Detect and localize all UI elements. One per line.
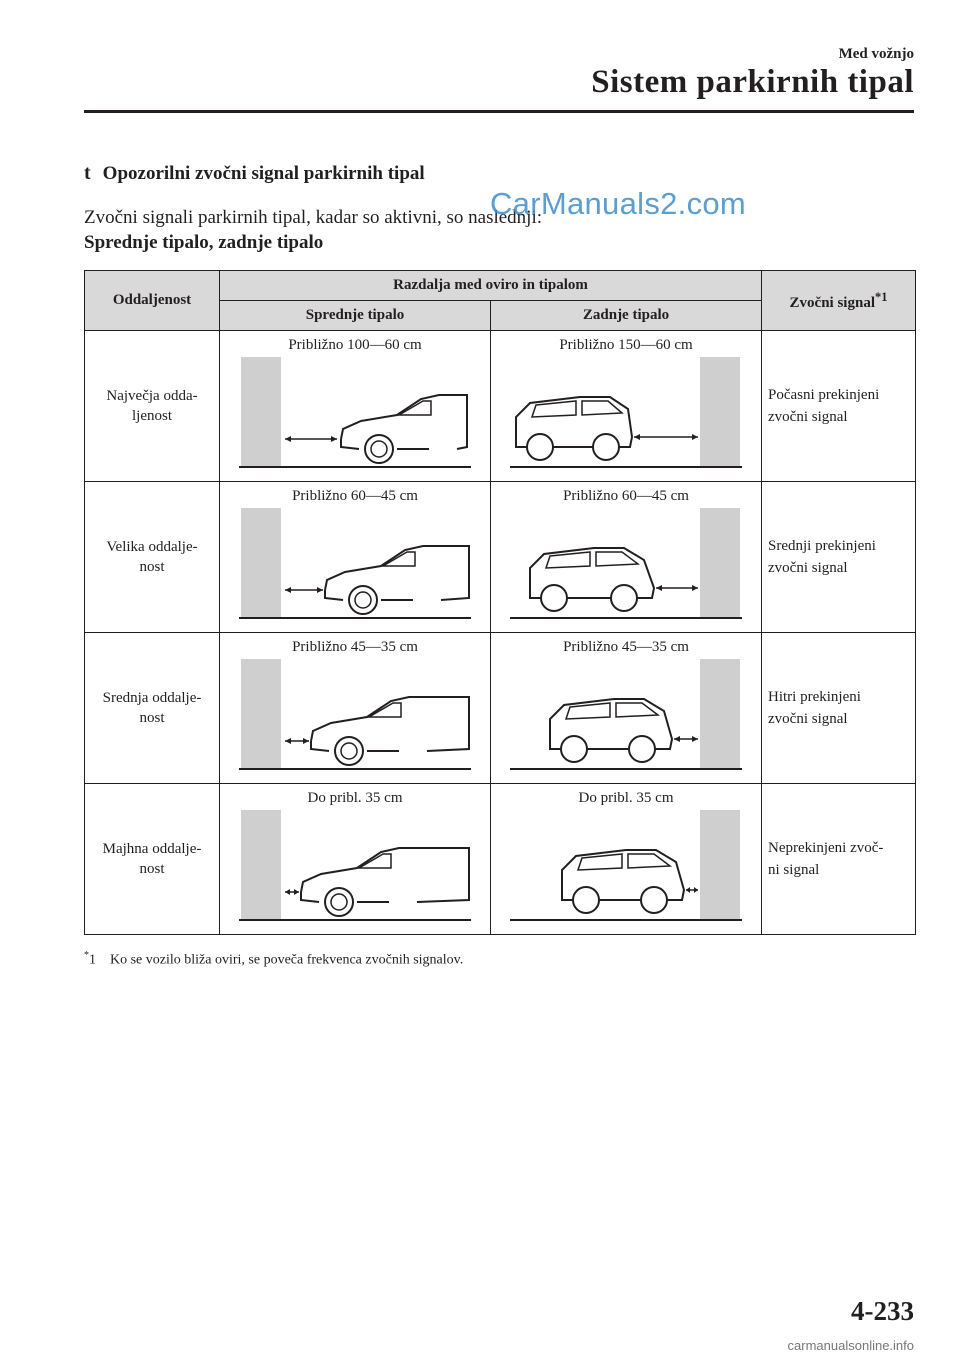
rear-car-illustration [510, 357, 742, 469]
header-rule [84, 110, 914, 113]
front-figure-cell [220, 331, 491, 482]
rear-figure-cell [491, 482, 762, 633]
distance-cell [85, 784, 220, 935]
rear-range: Približno 150—60 cm [559, 337, 693, 353]
signal-line-1: Neprekinjeni zvoč- [768, 840, 884, 856]
distance-line-1: Največja odda- [106, 388, 198, 404]
header-distance: Oddaljenost [85, 271, 220, 331]
signal-line-2: zvočni signal [768, 409, 848, 425]
rear-range: Približno 45—35 cm [563, 639, 689, 655]
rear-car-illustration [510, 810, 742, 922]
distance-cell [85, 331, 220, 482]
rear-range: Približno 60—45 cm [563, 488, 689, 504]
signal-cell [762, 482, 916, 633]
signal-line-2: ni signal [768, 862, 820, 878]
front-car-illustration [239, 659, 471, 771]
distance-line-2: nost [139, 710, 165, 726]
front-range: Približno 60—45 cm [292, 488, 418, 504]
signal-cell [762, 784, 916, 935]
distance-line-2: ljenost [132, 408, 172, 424]
front-figure-cell [220, 784, 491, 935]
footnote-text: Ko se vozilo bliža oviri, se poveča frekvenca zvočnih signalov. [110, 952, 464, 968]
watermark: CarManuals2.com [490, 186, 747, 221]
subheading: Sprednje tipalo, zadnje tipalo [84, 232, 324, 253]
header-section-label: Med vožnjo [838, 46, 914, 62]
table-row [85, 331, 916, 482]
table-row [85, 633, 916, 784]
footnote-ref: *1 [874, 289, 888, 304]
table-row [85, 482, 916, 633]
footer-site-link[interactable]: carmanualsonline.info [787, 1338, 914, 1353]
signal-cell [762, 633, 916, 784]
signal-line-2: zvočni signal [768, 560, 848, 576]
front-car-illustration [239, 508, 471, 620]
front-figure-cell [220, 633, 491, 784]
signal-line-1: Hitri prekinjeni [768, 689, 861, 705]
bullet-icon: t [84, 162, 91, 184]
rear-car-illustration [510, 659, 742, 771]
distance-cell [85, 482, 220, 633]
front-range: Približno 100—60 cm [288, 337, 422, 353]
signal-line-2: zvočni signal [768, 711, 848, 727]
parking-sensor-table [84, 270, 916, 935]
rear-figure-cell [491, 633, 762, 784]
signal-line-1: Srednji prekinjeni [768, 538, 876, 554]
signal-cell [762, 331, 916, 482]
rear-figure-cell [491, 331, 762, 482]
footnote [84, 950, 463, 969]
front-car-illustration [239, 810, 471, 922]
distance-cell [85, 633, 220, 784]
header-signal [762, 271, 916, 331]
rear-car-illustration [510, 508, 742, 620]
rear-figure-cell [491, 784, 762, 935]
header-rear-sensor: Zadnje tipalo [491, 301, 762, 331]
page-number: 4-233 [851, 1296, 914, 1326]
header-front-sensor: Sprednje tipalo [220, 301, 491, 331]
distance-line-1: Velika oddalje- [106, 539, 198, 555]
footnote-mark: * [84, 950, 89, 961]
distance-line-1: Srednja oddalje- [102, 690, 202, 706]
section-title: Opozorilni zvočni signal parkirnih tipal [102, 162, 425, 184]
table-row [85, 784, 916, 935]
rear-range: Do pribl. 35 cm [578, 790, 674, 806]
signal-line-1: Počasni prekinjeni [768, 387, 880, 403]
distance-line-1: Majhna oddalje- [102, 841, 202, 857]
page-title: Sistem parkirnih tipal [591, 64, 914, 100]
front-range: Do pribl. 35 cm [307, 790, 403, 806]
distance-line-2: nost [139, 559, 165, 575]
front-figure-cell [220, 482, 491, 633]
distance-line-2: nost [139, 861, 165, 877]
header-signal-label: Zvočni signal [789, 294, 875, 311]
front-range: Približno 45—35 cm [292, 639, 418, 655]
section-heading [84, 162, 425, 185]
header-gap: Razdalja med oviro in tipalom [220, 271, 762, 301]
front-car-illustration [239, 357, 471, 469]
footnote-number: 1 [89, 952, 96, 968]
intro-text: Zvočni signali parkirnih tipal, kadar so aktivni, so naslednji: [84, 207, 543, 228]
